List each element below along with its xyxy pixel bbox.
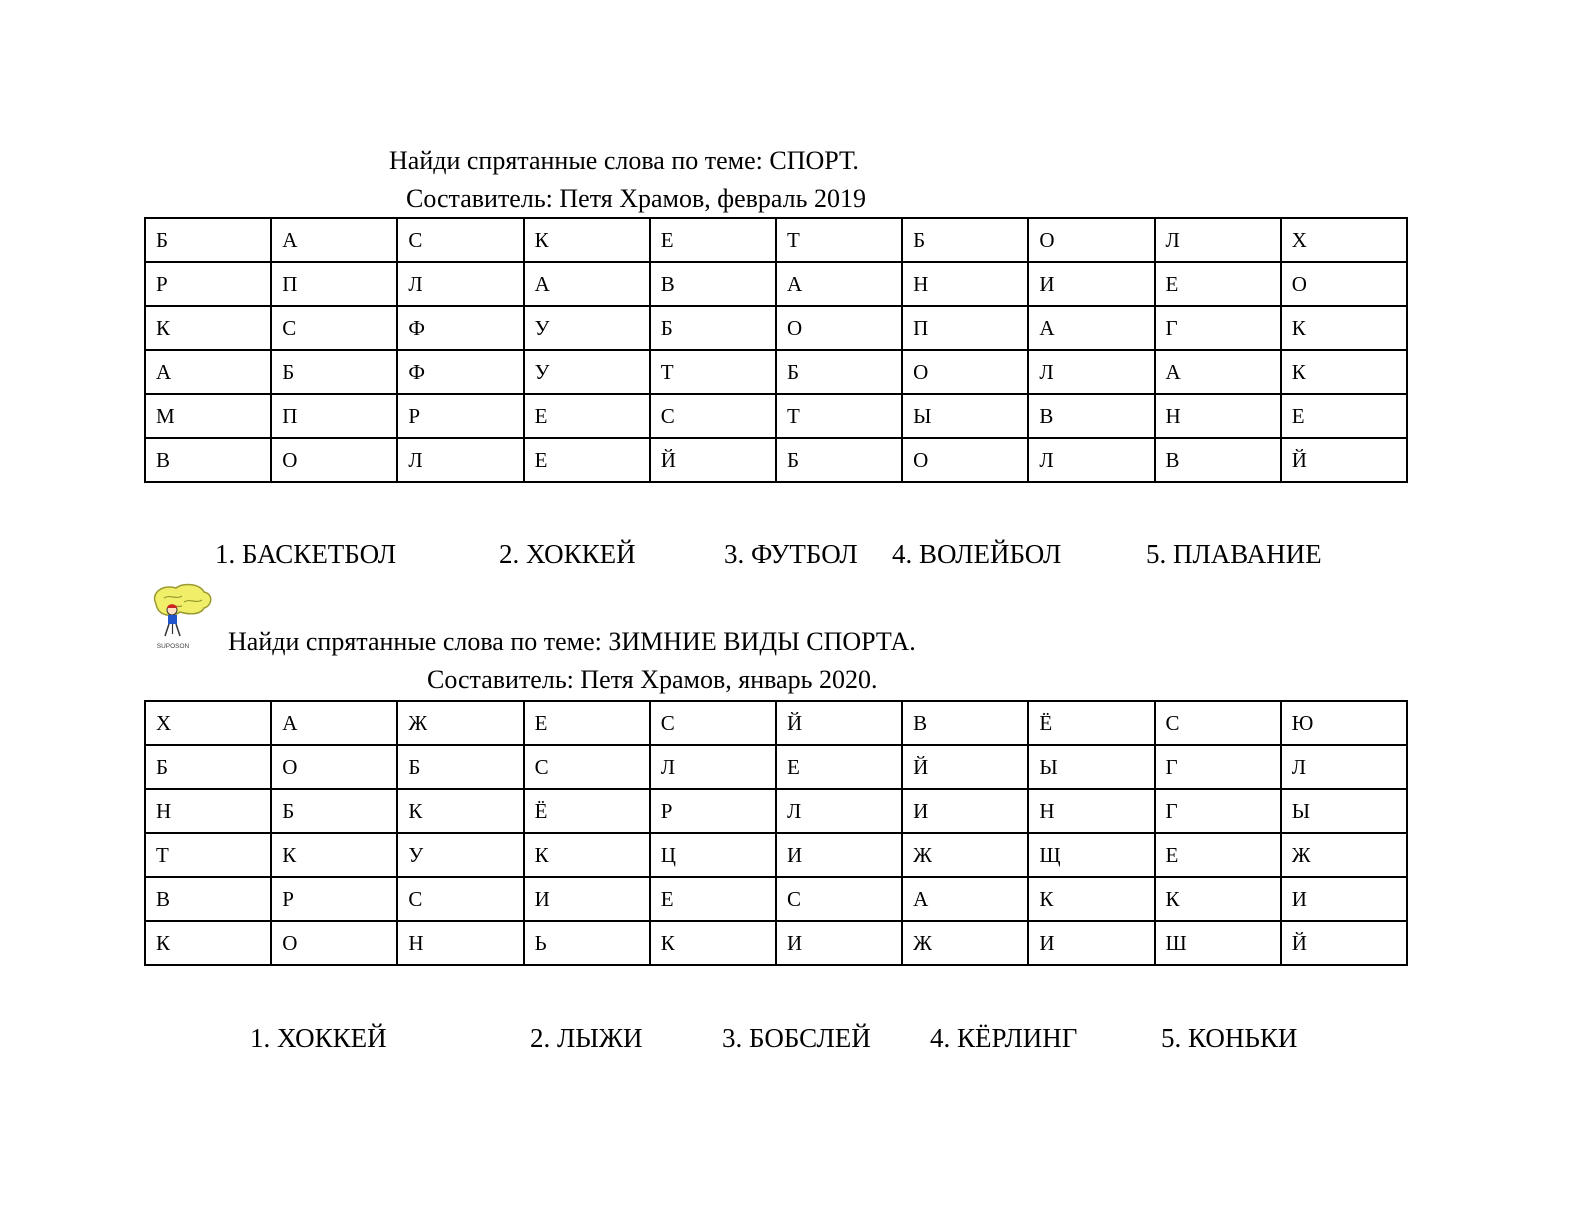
grid-cell: Й — [1281, 921, 1407, 965]
grid-cell: Ц — [650, 833, 776, 877]
grid-cell: Й — [650, 438, 776, 482]
grid-cell: Л — [1155, 218, 1281, 262]
grid-cell: С — [650, 394, 776, 438]
grid-row — [145, 745, 1407, 789]
grid-row — [145, 262, 1407, 306]
grid-cell: Л — [1028, 350, 1154, 394]
puzzle-1-word-1: 1. БАСКЕТБОЛ — [215, 539, 397, 569]
grid-cell: В — [1155, 438, 1281, 482]
grid-cell: Н — [902, 262, 1028, 306]
grid-cell: Т — [776, 218, 902, 262]
grid-cell: Ж — [902, 833, 1028, 877]
grid-row — [145, 877, 1407, 921]
grid-cell: А — [271, 218, 397, 262]
grid-cell: Р — [145, 262, 271, 306]
grid-cell: О — [271, 745, 397, 789]
grid-cell: Т — [776, 394, 902, 438]
grid-cell: С — [776, 877, 902, 921]
grid-cell: В — [1028, 394, 1154, 438]
grid-cell: Ш — [1155, 921, 1281, 965]
grid-cell: Н — [145, 789, 271, 833]
grid-cell: К — [1028, 877, 1154, 921]
grid-cell: Ж — [902, 921, 1028, 965]
puzzle-2-title: Найди спрятанные слова по теме: ЗИМНИЕ ВИДЫ СПОРТА. — [228, 627, 916, 656]
grid-row — [145, 218, 1407, 262]
grid-cell: О — [776, 306, 902, 350]
grid-cell: Ё — [524, 789, 650, 833]
grid-cell: А — [271, 701, 397, 745]
grid-cell: Л — [650, 745, 776, 789]
grid-cell: М — [145, 394, 271, 438]
grid-cell: И — [1281, 877, 1407, 921]
grid-cell: Й — [902, 745, 1028, 789]
grid-cell: У — [524, 306, 650, 350]
grid-cell: Л — [1281, 745, 1407, 789]
grid-cell: Е — [776, 745, 902, 789]
puzzle-1-word-3: 3. ФУТБОЛ — [724, 539, 858, 569]
grid-cell: Х — [1281, 218, 1407, 262]
grid-cell: Б — [145, 218, 271, 262]
grid-cell: Г — [1155, 745, 1281, 789]
puzzle-2-word-5: 5. КОНЬКИ — [1161, 1023, 1298, 1053]
grid-cell: Б — [776, 350, 902, 394]
grid-cell: Е — [1155, 833, 1281, 877]
grid-cell: П — [271, 394, 397, 438]
grid-cell: Е — [524, 438, 650, 482]
grid-cell: Ф — [397, 306, 523, 350]
grid-cell: Б — [145, 745, 271, 789]
grid-cell: Б — [271, 350, 397, 394]
grid-cell: Л — [776, 789, 902, 833]
puzzle-1-author: Составитель: Петя Храмов, февраль 2019 — [406, 184, 867, 213]
grid-cell: Н — [1028, 789, 1154, 833]
puzzle-2-word-1: 1. ХОККЕЙ — [250, 1023, 387, 1053]
grid-cell: С — [1155, 701, 1281, 745]
grid-cell: С — [271, 306, 397, 350]
grid-cell: И — [524, 877, 650, 921]
grid-cell: Л — [1028, 438, 1154, 482]
grid-cell: Е — [650, 877, 776, 921]
grid-cell: С — [397, 218, 523, 262]
grid-cell: А — [902, 877, 1028, 921]
grid-cell: Е — [1155, 262, 1281, 306]
grid-cell: В — [650, 262, 776, 306]
grid-row — [145, 833, 1407, 877]
grid-cell: И — [1028, 262, 1154, 306]
puzzle-2-author: Составитель: Петя Храмов, январь 2020. — [427, 665, 878, 694]
grid-cell: Г — [1155, 306, 1281, 350]
grid-cell: Ы — [1028, 745, 1154, 789]
grid-cell: Б — [271, 789, 397, 833]
grid-cell: Б — [650, 306, 776, 350]
grid-row — [145, 438, 1407, 482]
grid-cell: Ь — [524, 921, 650, 965]
grid-cell: У — [397, 833, 523, 877]
grid-cell: П — [271, 262, 397, 306]
grid-cell: Р — [650, 789, 776, 833]
grid-cell: И — [902, 789, 1028, 833]
suposon-logo-text: SUPOSON — [156, 643, 190, 650]
grid-cell: И — [776, 921, 902, 965]
grid-cell: И — [1028, 921, 1154, 965]
grid-cell: К — [145, 921, 271, 965]
grid-cell: Й — [776, 701, 902, 745]
puzzle-2-word-2: 2. ЛЫЖИ — [530, 1023, 643, 1053]
grid-cell: А — [524, 262, 650, 306]
grid-cell: Р — [397, 394, 523, 438]
grid-cell: К — [650, 921, 776, 965]
grid-cell: К — [524, 833, 650, 877]
grid-cell: С — [524, 745, 650, 789]
grid-cell: Н — [1155, 394, 1281, 438]
grid-cell: К — [1155, 877, 1281, 921]
puzzle-2-word-4: 4. КЁРЛИНГ — [930, 1023, 1078, 1053]
puzzle-2-grid — [144, 700, 1408, 966]
grid-cell: К — [1281, 350, 1407, 394]
grid-cell: О — [902, 438, 1028, 482]
grid-cell: Ы — [902, 394, 1028, 438]
grid-cell: Н — [397, 921, 523, 965]
grid-row — [145, 394, 1407, 438]
grid-cell: В — [902, 701, 1028, 745]
grid-cell: С — [650, 701, 776, 745]
grid-cell: Т — [650, 350, 776, 394]
puzzle-1-word-5: 5. ПЛАВАНИЕ — [1146, 539, 1322, 569]
grid-cell: К — [524, 218, 650, 262]
grid-cell: Б — [776, 438, 902, 482]
grid-row — [145, 350, 1407, 394]
grid-cell: Ю — [1281, 701, 1407, 745]
grid-cell: К — [1281, 306, 1407, 350]
grid-cell: Щ — [1028, 833, 1154, 877]
grid-cell: Б — [397, 745, 523, 789]
grid-cell: Р — [271, 877, 397, 921]
grid-cell: О — [1028, 218, 1154, 262]
suposon-logo-icon — [146, 582, 216, 654]
grid-cell: К — [145, 306, 271, 350]
grid-row — [145, 306, 1407, 350]
grid-row — [145, 921, 1407, 965]
grid-cell: Б — [902, 218, 1028, 262]
grid-cell: Л — [397, 262, 523, 306]
grid-cell: К — [271, 833, 397, 877]
grid-cell: Х — [145, 701, 271, 745]
grid-cell: Е — [524, 701, 650, 745]
grid-cell: Й — [1281, 438, 1407, 482]
grid-cell: У — [524, 350, 650, 394]
grid-row — [145, 701, 1407, 745]
grid-cell: Е — [524, 394, 650, 438]
grid-cell: Ё — [1028, 701, 1154, 745]
grid-cell: А — [776, 262, 902, 306]
grid-cell: К — [397, 789, 523, 833]
puzzle-1-title: Найди спрятанные слова по теме: СПОРТ. — [389, 146, 859, 175]
grid-cell: А — [145, 350, 271, 394]
grid-cell: Е — [650, 218, 776, 262]
grid-cell: О — [902, 350, 1028, 394]
grid-cell: А — [1028, 306, 1154, 350]
grid-cell: Л — [397, 438, 523, 482]
grid-cell: Т — [145, 833, 271, 877]
grid-cell: О — [271, 438, 397, 482]
puzzle-1-grid — [144, 217, 1408, 483]
grid-cell: Ж — [397, 701, 523, 745]
grid-cell: Г — [1155, 789, 1281, 833]
grid-cell: С — [397, 877, 523, 921]
grid-cell: Ф — [397, 350, 523, 394]
grid-cell: В — [145, 438, 271, 482]
puzzle-1-word-2: 2. ХОККЕЙ — [499, 539, 636, 569]
puzzle-1-word-4: 4. ВОЛЕЙБОЛ — [892, 539, 1062, 569]
grid-cell: О — [271, 921, 397, 965]
grid-cell: П — [902, 306, 1028, 350]
grid-cell: И — [776, 833, 902, 877]
grid-cell: Ж — [1281, 833, 1407, 877]
grid-cell: А — [1155, 350, 1281, 394]
grid-row — [145, 789, 1407, 833]
grid-cell: Ы — [1281, 789, 1407, 833]
grid-cell: Е — [1281, 394, 1407, 438]
grid-cell: В — [145, 877, 271, 921]
puzzle-2-word-3: 3. БОБСЛЕЙ — [722, 1023, 871, 1053]
grid-cell: О — [1281, 262, 1407, 306]
